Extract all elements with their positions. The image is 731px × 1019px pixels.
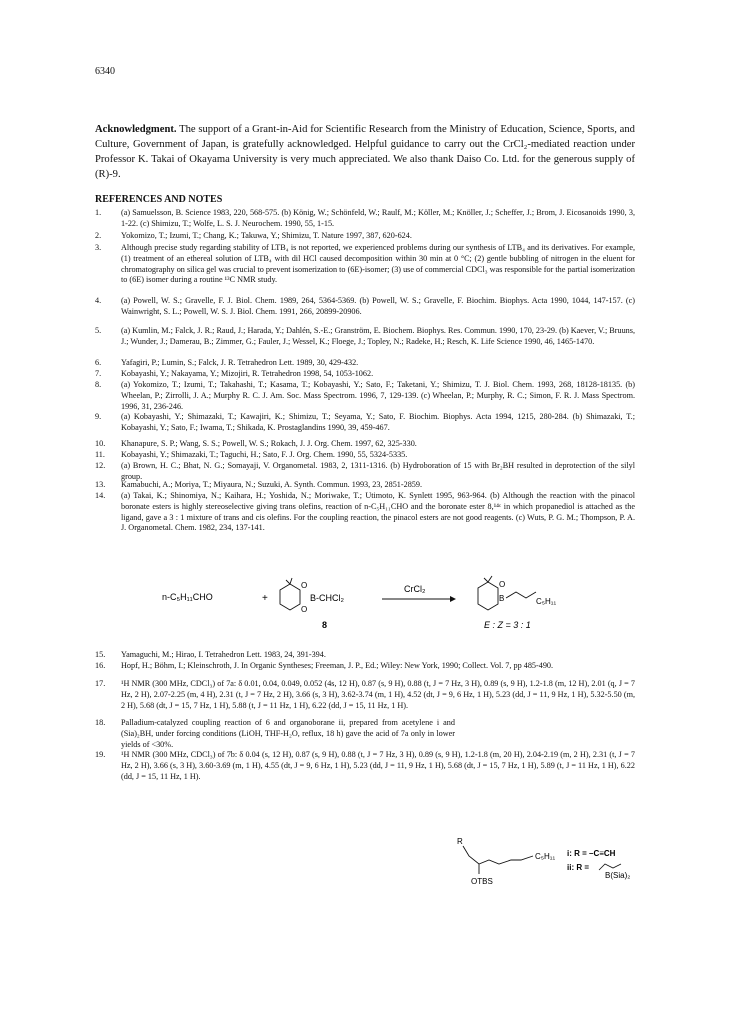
reference-item <box>95 679 635 711</box>
reference-number: 11. <box>95 450 105 459</box>
reference-number: 1. <box>95 208 102 217</box>
acknowledgment-paragraph <box>95 122 635 182</box>
r-group-label: R <box>457 837 463 846</box>
product-ratio: E : Z = 3 : 1 <box>484 620 531 630</box>
reference-number: 10. <box>95 439 106 448</box>
reference-text: Yokomizo, T.; Izumi, T.; Chang, K.; Takuwa, Y.; Shimizu, T. Nature 1997, 387, 620-624. <box>121 231 412 240</box>
reference-number: 12. <box>95 461 106 470</box>
reference-number: 13. <box>95 480 106 489</box>
compound-number-8: 8 <box>322 620 328 630</box>
reference-text: (a) Powell, W. S.; Gravelle, F. J. Biol. Chem. 1989, 264, 5364-5369. (b) Powell, W. S.; Gravelle, F. Biochim. Biophys. Acta 1990, 1044, 147-157. (c) Wainwright, S. L.; Powell, W. S. J. Biol. Chem. 1991, 266, 20899-20906. <box>121 296 635 316</box>
reference-item <box>95 231 635 242</box>
reference-text: Kobayashi, Y.; Shimazaki, T.; Taguchi, H.; Sato, F. J. Org. Chem. 1990, 55, 5324-5335. <box>121 450 408 459</box>
reference-item <box>95 326 635 348</box>
reference-text: ¹H NMR (300 MHz, CDCl₃) of 7a: δ 0.01, 0.04, 0.049, 0.052 (4s, 12 H), 0.87 (s, 9 H), 0.88 (t, J = 7 Hz, 3 H), 0.89 (s, 9 H), 1.2-1.8 (m, 12 H), 2.01 (q, J = 7 Hz, 2 H), 2.07-2.25 (m, 4 H), 2.31 (t, J = 7 Hz, 2 H), 3.66 (s, 3 H), 3.62-3.74 (m, 1 H), 4.52 (dt, J = 9, 6 Hz, 1 H), 5.23 (dd, J = 11, 9 Hz, 1 H), 5.32-5.50 (m, 2 H), 5.68 (dt, J = 15, 7 Hz, 1 H), 5.88 (t, J = 11 Hz, 1 H), 6.22 (dd, J = 15, 11 Hz, 1 H). <box>121 679 635 710</box>
boronate-ester-structure <box>280 578 300 610</box>
structure-scheme-18 <box>455 834 635 890</box>
reference-text: Although precise study regarding stability of LTB₄ is not reported, we experienced problems during our synthesis of LTB₄ and its derivatives. For example, (1) treatment of an ethereal solution of LTB₄ with dil HCl caused decomposition within 30 min at 0 °C; (2) gentle bubbling of nitrogen in the eluent for chromatography on silica gel was crucial to prevent isomerization to (6E)-isomer; (3) use of commercial CDCl₃ was responsible for the partial isomerization to (6E) isomer during a routine ¹³C NMR study. <box>121 243 635 285</box>
reference-number: 3. <box>95 243 102 252</box>
otbs-label: OTBS <box>471 877 493 886</box>
reference-number: 19. <box>95 750 106 759</box>
page-number: 6340 <box>95 66 115 77</box>
substrate-skeleton <box>463 846 533 874</box>
reference-text: (a) Kobayashi, Y.; Shimazaki, T.; Kawajiri, K.; Shimizu, T.; Seyama, Y.; Sato, F. Biochim. Biophys. Acta 1994, 1215, 280-284. (b) Shimazaki, T.; Kobayashi, Y.; Sato, F.; Iwama, T.; Shikada, K. Prostaglandins 1990, 39, 459-467. <box>121 412 635 432</box>
reference-text: ¹H NMR (300 MHz, CDCl₃) of 7b: δ 0.04 (s, 12 H), 0.87 (s, 9 H), 0.88 (t, J = 7 Hz, 3 H), 0.89 (s, 9 H), 1.2-1.8 (m, 20 H), 2.04-2.19 (m, 2 H), 2.31 (t, J = 7 Hz, 2 H), 3.66 (s, 3 H), 3.60-3.69 (m, 1 H), 4.55 (dt, J = 9, 6 Hz, 1 H), 5.23 (dd, J = 11, 9 Hz, 1 H), 5.68 (dt, J = 15, 7 Hz, 1 H), 5.89 (t, J = 11 Hz, 1 H), 6.22 (dd, J = 15, 11 Hz, 1 H). <box>121 750 635 781</box>
reference-number: 14. <box>95 491 106 500</box>
reference-item <box>95 358 635 369</box>
reference-number: 8. <box>95 380 102 389</box>
reference-item <box>95 243 635 286</box>
reference-text: (a) Yokomizo, T.; Izumi, T.; Takahashi, T.; Kasama, T.; Kobayashi, Y.; Sato, F.; Taketani, Y.; Shimizu, T. J. Biol. Chem. 1993, 268, 18128-18135. (b) Wheelan, P.; Zirrolli, J. A.; Murphy R. C. J. Am. Soc. Mass Spectrom. 1996, 7, 129-139. (c) Wheelan, P.; Murphy, R. C.; Simon, F. R. J. Mass Spectrom. 1996, 31, 236-246. <box>121 380 635 411</box>
reaction-condition: CrCl₂ <box>404 584 426 594</box>
acknowledgment-heading: Acknowledgment. <box>95 124 177 135</box>
arrow-head <box>450 596 456 602</box>
reference-text: (a) Brown, H. C.; Bhat, N. G.; Somayaji, V. Organometal. 1983, 2, 1311-1316. (b) Hydroboration of 15 with Br₂BH resulted in deprotection of the silyl group. <box>121 461 635 481</box>
reference-number: 9. <box>95 412 102 421</box>
reference-item <box>95 718 455 750</box>
reference-text: (a) Samuelsson, B. Science 1983, 220, 568-575. (b) König, W.; Schönfeld, W.; Raulf, M.; Köller, M.; Knöller, J.; Scheffer, J.; Brom, J. Eicosanoids 1990, 3, 1-22. (c) Shimizu, T.; Wolfe, L. S. J. Neurochem. 1990, 55, 1-15. <box>121 208 635 228</box>
chain-label: C₅H₁₁ <box>535 852 556 861</box>
reference-item <box>95 208 635 230</box>
reagent-aldehyde: n-C₅H₁₁CHO <box>162 592 213 602</box>
reference-item <box>95 480 635 491</box>
vinylborane-bonds <box>599 864 621 870</box>
boronate-o-bottom: O <box>301 605 308 614</box>
plus-sign: + <box>262 593 268 604</box>
reference-text: Khanapure, S. P.; Wang, S. S.; Powell, W. S.; Rokach, J. J. Org. Chem. 1997, 62, 325-330. <box>121 439 417 448</box>
reference-number: 5. <box>95 326 102 335</box>
boronate-label: B-CHCl₂ <box>310 593 344 603</box>
reference-text: Yafagiri, P.; Lumin, S.; Falck, J. R. Tetrahedron Lett. 1989, 30, 429-432. <box>121 358 359 367</box>
reference-text: Kobayashi, Y.; Nakayama, Y.; Mizojiri, R. Tetrahedron 1998, 54, 1053-1062. <box>121 369 374 378</box>
boronate-o-top: O <box>301 581 308 590</box>
product-boron: B <box>499 594 505 603</box>
reference-item <box>95 491 635 534</box>
reference-number: 15. <box>95 650 106 659</box>
product-chain: C₅H₁₁ <box>536 597 557 606</box>
reaction-scheme-14 <box>150 570 570 632</box>
reference-number: 16. <box>95 661 106 670</box>
reference-text: Yamaguchi, M.; Hirao, I. Tetrahedron Lett. 1983, 24, 391-394. <box>121 650 326 659</box>
reference-item <box>95 750 635 782</box>
reference-item <box>95 661 635 672</box>
reference-item <box>95 450 635 461</box>
reference-text: Palladium-catalyzed coupling reaction of 6 and organoborane ii, prepared from acetylene i and (Sia)₂BH, under forcing conditions (LiOH, THF-H₂O, reflux, 18 h) gave the acid of 7a only in lower yields of <30%. <box>121 718 455 749</box>
references-heading: REFERENCES AND NOTES <box>95 194 223 205</box>
acknowledgment-text: The support of a Grant-in-Aid for Scientific Research from the Ministry of Education, Science, Sports, and Culture, Government of Japan, is gratefully acknowledged. Helpful guidance to carry out the CrCl₂-mediated reaction under Professor K. Takai of Okayama University is very much appreciated. We also thank Daiso Co. Ltd. for the generous supply of (R)-9. <box>95 124 635 180</box>
reference-item <box>95 296 635 318</box>
reference-number: 7. <box>95 369 102 378</box>
reference-text: (a) Takai, K.; Shinomiya, N.; Kaihara, H.; Yoshida, N.; Moriwake, T.; Utimoto, K. Synlett 1995, 963-964. (b) Although the reaction with the pinacol boronate esters is highly stereoselective giving trans olefins, reaction of n-C₅H₁₁CHO and the boronate ester 8,¹⁴ᶜ in which propanediol is attached as the ligand, gave a 3 : 1 mixture of trans and cis olefins. For the coupling reaction, the pinacol esters are not good reagents. (c) Wuts, P. G. M.; Thompson, P. A. J. Organometal. Chem. 1982, 234, 137-141. <box>121 491 635 533</box>
legend-ii-end: B(Sia)₂ <box>605 871 631 880</box>
reference-number: 4. <box>95 296 102 305</box>
reference-item <box>95 439 635 450</box>
legend-ii: ii: R = <box>567 863 590 872</box>
product-structure <box>478 576 536 610</box>
reference-number: 18. <box>95 718 106 727</box>
reference-item <box>95 369 635 380</box>
reference-item <box>95 650 635 661</box>
reference-number: 2. <box>95 231 102 240</box>
reference-number: 17. <box>95 679 106 688</box>
reference-text: Hopf, H.; Böhm, I.; Kleinschroth, J. In Organic Syntheses; Freeman, J. P., Ed.; Wiley: New York, 1990; Collect. Vol. 7, pp 485-490. <box>121 661 554 670</box>
product-o-top: O <box>499 580 506 589</box>
reference-item <box>95 412 635 434</box>
reference-number: 6. <box>95 358 102 367</box>
reference-item <box>95 380 635 412</box>
reference-text: (a) Kumlin, M.; Falck, J. R.; Raud, J.; Harada, Y.; Dahlén, S.-E.; Granström, E. Biochem. Biophys. Res. Commun. 1990, 170, 23-29. (b) Kaever, V.; Bruuns, J.; Wunder, J.; Damerau, B.; Zimmer, G.; Fauler, J.; Wessel, K.; Floege, J.; Topley, N.; Radeke, H.; Resch, K. Life Science 1990, 46, 1465-1470. <box>121 326 635 346</box>
legend-i: i: R = –C≡CH <box>567 849 616 858</box>
reference-text: Kamabuchi, A.; Moriya, T.; Miyaura, N.; Suzuki, A. Synth. Commun. 1993, 23, 2851-2859. <box>121 480 423 489</box>
